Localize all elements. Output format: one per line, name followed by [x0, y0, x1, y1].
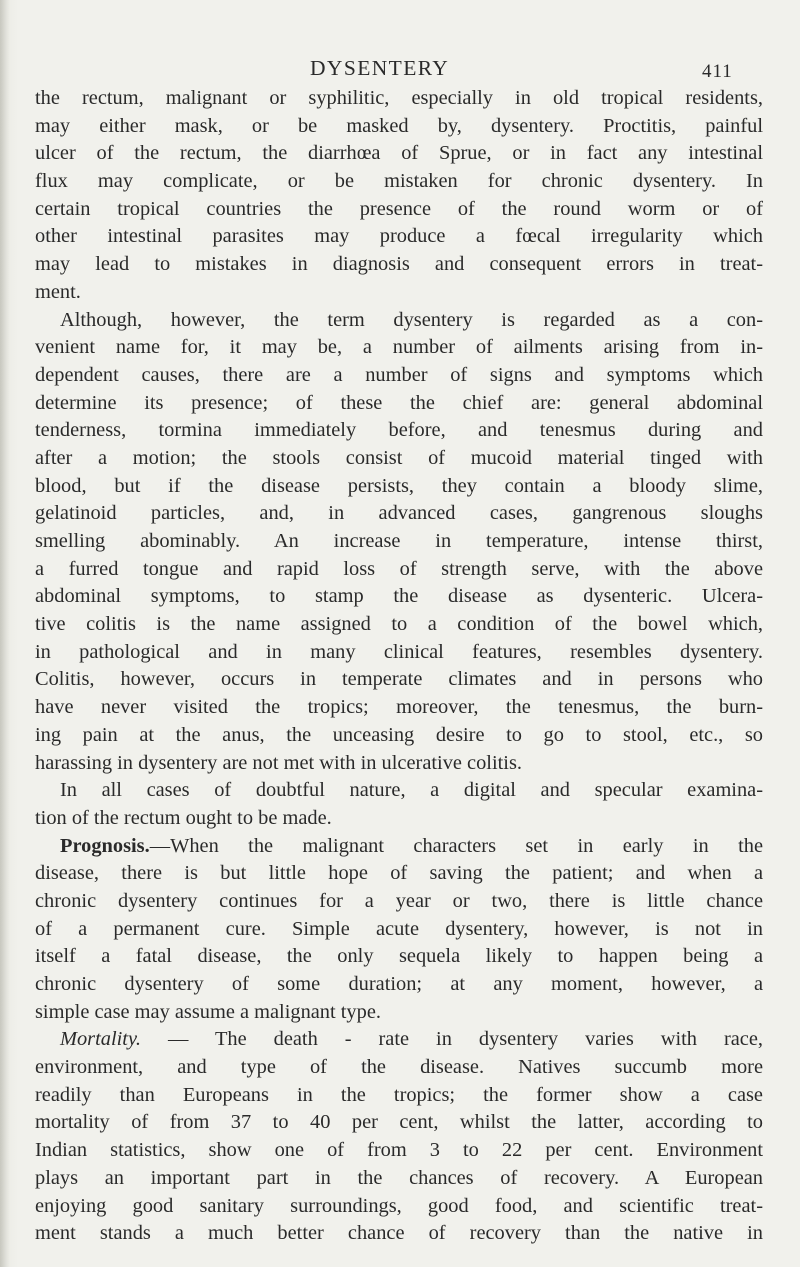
text-line: enjoying good sanitary surroundings, good food, and scientific treat-	[35, 1194, 763, 1217]
page-header	[0, 44, 800, 84]
text-line: may lead to mistakes in diagnosis and consequent errors in treat-	[35, 253, 763, 276]
text-line: ulcer of the rectum, the diarrhœa of Sprue, or in fact any intestinal	[35, 142, 763, 165]
text-line: disease, there is but little hope of saving the patient; and when a	[35, 862, 763, 885]
text-line: ment.	[35, 280, 81, 303]
text-line: tenderness, tormina immediately before, and tenesmus during and	[35, 419, 763, 442]
text-line: tive colitis is the name assigned to a condition of the bowel which,	[35, 613, 763, 636]
running-head: DYSENTERY	[310, 56, 450, 80]
text-line: a furred tongue and rapid loss of strength serve, with the above	[35, 557, 763, 580]
text-line: smelling abominably. An increase in temperature, intense thirst,	[35, 530, 763, 552]
text-line: venient name for, it may be, a number of ailments arising from in-	[35, 336, 763, 359]
text-line: have never visited the tropics; moreover, the tenesmus, the burn-	[35, 696, 763, 719]
body-text	[35, 85, 763, 1248]
text-line: other intestinal parasites may produce a fœcal irregularity which	[35, 225, 763, 248]
text-line: dependent causes, there are a number of signs and symptoms which	[35, 363, 763, 386]
text-line: in pathological and in many clinical features, resembles dysentery.	[35, 640, 763, 663]
text-line: the rectum, malignant or syphilitic, especially in old tropical residents,	[35, 87, 763, 109]
text-line: simple case may assume a malignant type.	[35, 1000, 381, 1023]
mortality-line	[35, 1026, 763, 1054]
gutter-shadow	[0, 0, 10, 1267]
text-line: after a motion; the stools consist of mucoid material tinged with	[35, 446, 763, 469]
page-number: 411	[702, 61, 733, 82]
text-line: certain tropical countries the presence of the round worm or of	[35, 197, 763, 220]
text-line: Indian statistics, show one of from 3 to 22 per cent. Environment	[35, 1139, 763, 1162]
text-line: ment stands a much better chance of recovery than the native in	[35, 1222, 763, 1245]
prognosis-heading: Prognosis.	[60, 834, 150, 857]
text-line: plays an important part in the chances of recovery. A European	[35, 1166, 763, 1189]
text-line: gelatinoid particles, and, in advanced cases, gangrenous sloughs	[35, 502, 763, 525]
text-line: harassing in dysentery are not met with in ulcerative colitis.	[35, 751, 522, 774]
text-line: chronic dysentery of some duration; at any moment, however, a	[35, 973, 763, 995]
text-line: of a permanent cure. Simple acute dysentery, however, is not in	[35, 917, 763, 940]
text-line: blood, but if the disease persists, they contain a bloody slime,	[35, 474, 763, 497]
text-line: ing pain at the anus, the unceasing desire to go to stool, etc., so	[35, 723, 763, 746]
mortality-text: — The death - rate in dysentery varies with race,	[141, 1028, 763, 1051]
text-line: itself a fatal disease, the only sequela likely to happen being a	[35, 945, 763, 968]
text-line: readily than Europeans in the tropics; the former show a case	[35, 1083, 763, 1106]
text-line: determine its presence; of these the chief are: general abdominal	[35, 391, 763, 414]
text-line: Colitis, however, occurs in temperate climates and in persons who	[35, 668, 763, 691]
text-line: environment, and type of the disease. Natives succumb more	[35, 1056, 763, 1079]
prognosis-text: —When the malignant characters set in early in the	[149, 834, 763, 857]
mortality-heading: Mortality.	[60, 1028, 141, 1051]
paragraph-start: Although, however, the term dysentery is regarded as a con-	[60, 308, 763, 331]
text-line: mortality of from 37 to 40 per cent, whilst the latter, according to	[35, 1111, 763, 1134]
text-line: chronic dysentery continues for a year or two, there is little chance	[35, 889, 763, 912]
text-line: tion of the rectum ought to be made.	[35, 806, 332, 829]
prognosis-line	[35, 833, 763, 861]
text-line: flux may complicate, or be mistaken for chronic dysentery. In	[35, 170, 763, 193]
paragraph-start: In all cases of doubtful nature, a digital and specular examina-	[60, 779, 763, 802]
text-line: abdominal symptoms, to stamp the disease as dysenteric. Ulcera-	[35, 585, 763, 608]
text-line: may either mask, or be masked by, dysentery. Proctitis, painful	[35, 114, 763, 137]
